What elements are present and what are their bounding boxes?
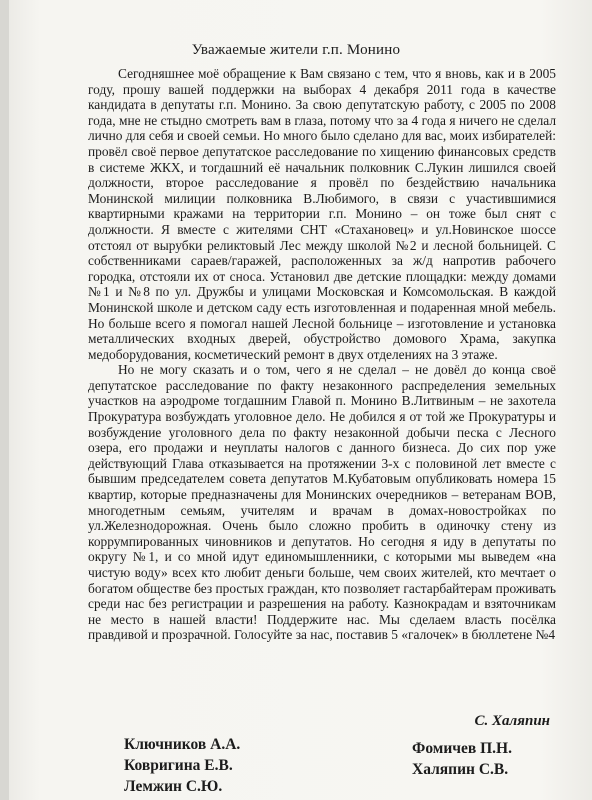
paragraph-unfinished: Но не могу сказать и о том, чего я не сделал – не довёл до конца своё депутатское расследование по факту незаконного распределения земельных участков на аэродроме тогдашним Главой п. Монино В.Литвиным – не захотела Прокуратура возбуждать уголовное дело. Не добился я от той же Прокуратуры и возбуждение уголовного дела по факту незаконной добычи песка с Лесного озера, его продажи и неуплаты налогов с данного бизнеса. До сих пор уже действующий Глава отказывается на протяжении 3-х с половиной лет вместе с бывшим председателем совета депутатов М.Кубатовым опубликовать номера 15 квартир, которые предназначены для Монинских очередников – ветеранам ВОВ, многодетным семьям, учителям и врачам в домах-новостройках по ул.Железнодорожная. Очень было сложно пробить в одиночку стену из коррумпированных чиновников и депутатов. Но сегодня я иду в депутаты по округу №1, и со мной идут единомышленники, с которыми мы выведем «на чистую воду» всех кто любит деньги больше, чем своих жителей, кто мечтает о богатом обществе без простых граждан, кто позволяет гастарбайтерам проживать среди нас без регистрации и разрешения на работу. Казнокрадам и взяточникам не место в нашей власти! Поддержите нас. Мы сделаем власть посёлка правдивой и прозрачной. Голосуйте за нас, поставив 5 «галочек» в бюллетене №4 bbox=[88, 362, 556, 643]
candidate-name: Ковригина Е.В. bbox=[124, 757, 233, 774]
candidate-name: Фомичев П.Н. bbox=[412, 740, 512, 757]
candidate-name: Ключников А.А. bbox=[124, 736, 241, 753]
signature: С. Халяпин bbox=[474, 713, 550, 729]
paragraph-achievements: Сегодняшнее моё обращение к Вам связано с тем, что я вновь, как и в 2005 году, прошу вашей поддержки на выборах 4 декабря 2011 года в качестве кандидата в депутаты г.п. Монино. За свою депутатскую работу, с 2005 по 2008 года, мне не стыдно смотреть вам в глаза, потому что за 4 года я ничего не сделал лично для себя и своей семьи. Но много было сделано для вас, моих избирателей: провёл своё первое депутатское расследование по хищению финансовых средств в системе ЖКХ, и тогдашний её начальник полковник С.Лукин лишился своей должности, второе расследование я провёл по бездействию начальника Монинской милиции полковника В.Любимого, в связи с участившимися квартирными кражами на территории г.п. Монино – он тоже был снят с должности. Я вместе с жителями СНТ «Стахановец» и ул.Новинское шоссе отстоял от вырубки реликтовый Лес между школой №2 и лесной больницей. С собственниками сараев/гаражей, расположенных за ж/д напротив рабочего городка, отстояли их от сноса. Установил две детские площадки: между домами №1 и №8 по ул. Дружбы и улицами Московская и Комсомольская. В каждой Монинской школе и детском саду есть изготовленная и подаренная мной мебель. Но больше всего я помогал нашей Лесной больнице – изготовление и установка металлических входных дверей, обустройство домового Храма, закупка медоборудования, косметический ремонт в двух отделениях на 3 этаже. bbox=[88, 66, 556, 362]
letter-body bbox=[88, 66, 556, 643]
names-column-left bbox=[124, 734, 240, 797]
candidate-name: Халяпин С.В. bbox=[412, 761, 509, 778]
letter-title: Уважаемые жители г.п. Монино bbox=[191, 42, 401, 58]
names-column-right bbox=[412, 738, 512, 780]
scan-edge bbox=[0, 0, 9, 800]
candidate-name: Лемжин С.Ю. bbox=[124, 778, 223, 795]
